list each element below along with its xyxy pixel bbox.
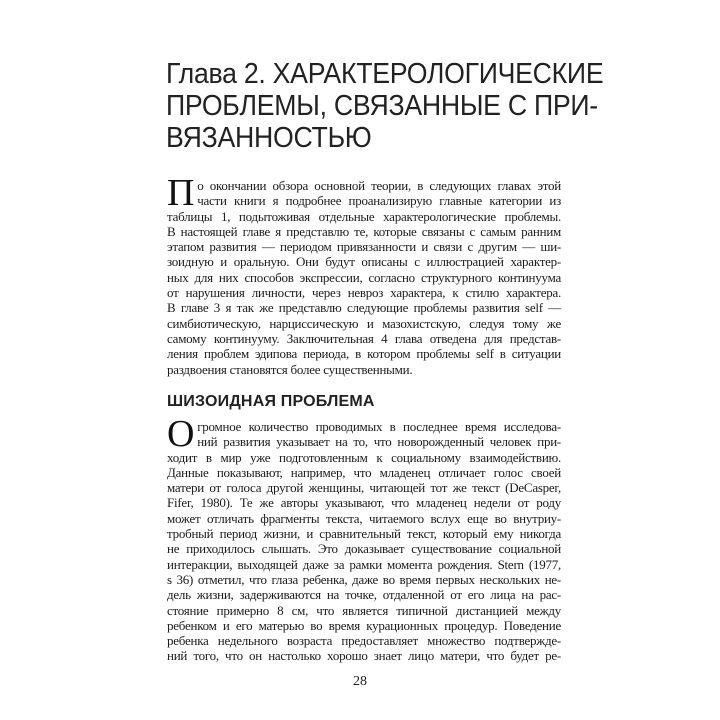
text-line: ходит в мир уже подготовленным к социальному взаимодействию. [167,449,561,465]
text-line: Данные показывают, например, что младенец отличает голос своей [167,464,561,480]
page-number: 28 [353,674,367,689]
chapter-title [166,58,604,154]
text-line: зоидную и оральную. Они будут описаны с иллюстрацией характер- [167,254,561,270]
text-line: ний развития указывает на то, что новорожденный человек при- [197,434,561,450]
chapter-title-line: Глава 2. ХАРАКТЕРОЛОГИЧЕСКИЕ [166,58,604,90]
section-heading: ШИЗОИДНАЯ ПРОБЛЕМА [167,393,375,410]
drop-cap: П [167,178,195,209]
text-line: интеракции, выходящей даже за рамки момента рождения. Stern (1977, [167,556,561,572]
text-line: ребенком и его матерью во время курационных процедур. Поведение [167,617,561,633]
text-line: симбиотическую, нарциссическую и мазохистскую, следуя тому же [167,315,561,331]
chapter-title-line: ВЯЗАННОСТЬЮ [166,122,372,154]
text-line: раздвоения становятся более существенными. [167,361,413,377]
chapter-title-line: ПРОБЛЕМЫ, СВЯЗАННЫЕ С ПРИ- [166,90,598,122]
text-line: матери от голоса другой женщины, читающей тот же текст (DeCasper, [167,480,561,496]
text-line: может отличать фрагменты текста, читаемого вслух еще во внутриу- [167,510,561,526]
text-line: стояние примерно 8 см, что является типичной дистанцией между [167,602,561,618]
intro-paragraph [167,178,561,377]
drop-cap: О [167,419,195,450]
text-line: В главе 3 я так же представлю следующие проблемы развития self — [167,300,561,316]
text-line: самому континууму. Заключительная 4 глава отведена для представ- [167,330,561,346]
text-line: ребенка недельного возраста предоставляет множество подтвержде- [167,633,561,649]
text-line: громное количество проводимых в последнее время исследова- [197,419,561,434]
text-line: от нарушения личности, через невроз характера, к стилю характера. [167,285,561,301]
text-line: Fifer, 1980). Те же авторы указывают, что младенец недели от роду [167,495,561,511]
text-line: части книги я подробнее проанализирую главные категории из [197,193,561,209]
text-line: дель жизни, задерживаются на точке, отдаленной от его лица на рас- [167,587,561,603]
text-line: ных для них способов экспрессии, согласно структурного континуума [167,269,561,285]
text-line: не приходилось слышать. Это доказывает существование социальной [167,541,561,557]
text-line: о окончании обзора основной теории, в следующих главах этой [197,178,561,193]
text-line: В настоящей главе я представлю те, которые связаны с самым ранним [167,223,561,239]
text-line: таблицы 1, подытоживая отдельные характерологические проблемы. [167,208,561,224]
body-paragraph [167,419,561,664]
text-line: тробный период жизни, и сравнительный текст, который ему никогда [167,526,561,542]
text-line: этапом развития — периодом привязанности и связи с другим — ши- [167,239,561,255]
text-line: ний того, что он настолько хорошо знает лицо матери, что будет ре- [167,648,561,664]
text-line: s 36) отметил, что глаза ребенка, даже во время первых нескольких не- [167,571,561,587]
text-line: ления проблем эдипова периода, в котором проблемы self в ситуации [167,346,561,362]
